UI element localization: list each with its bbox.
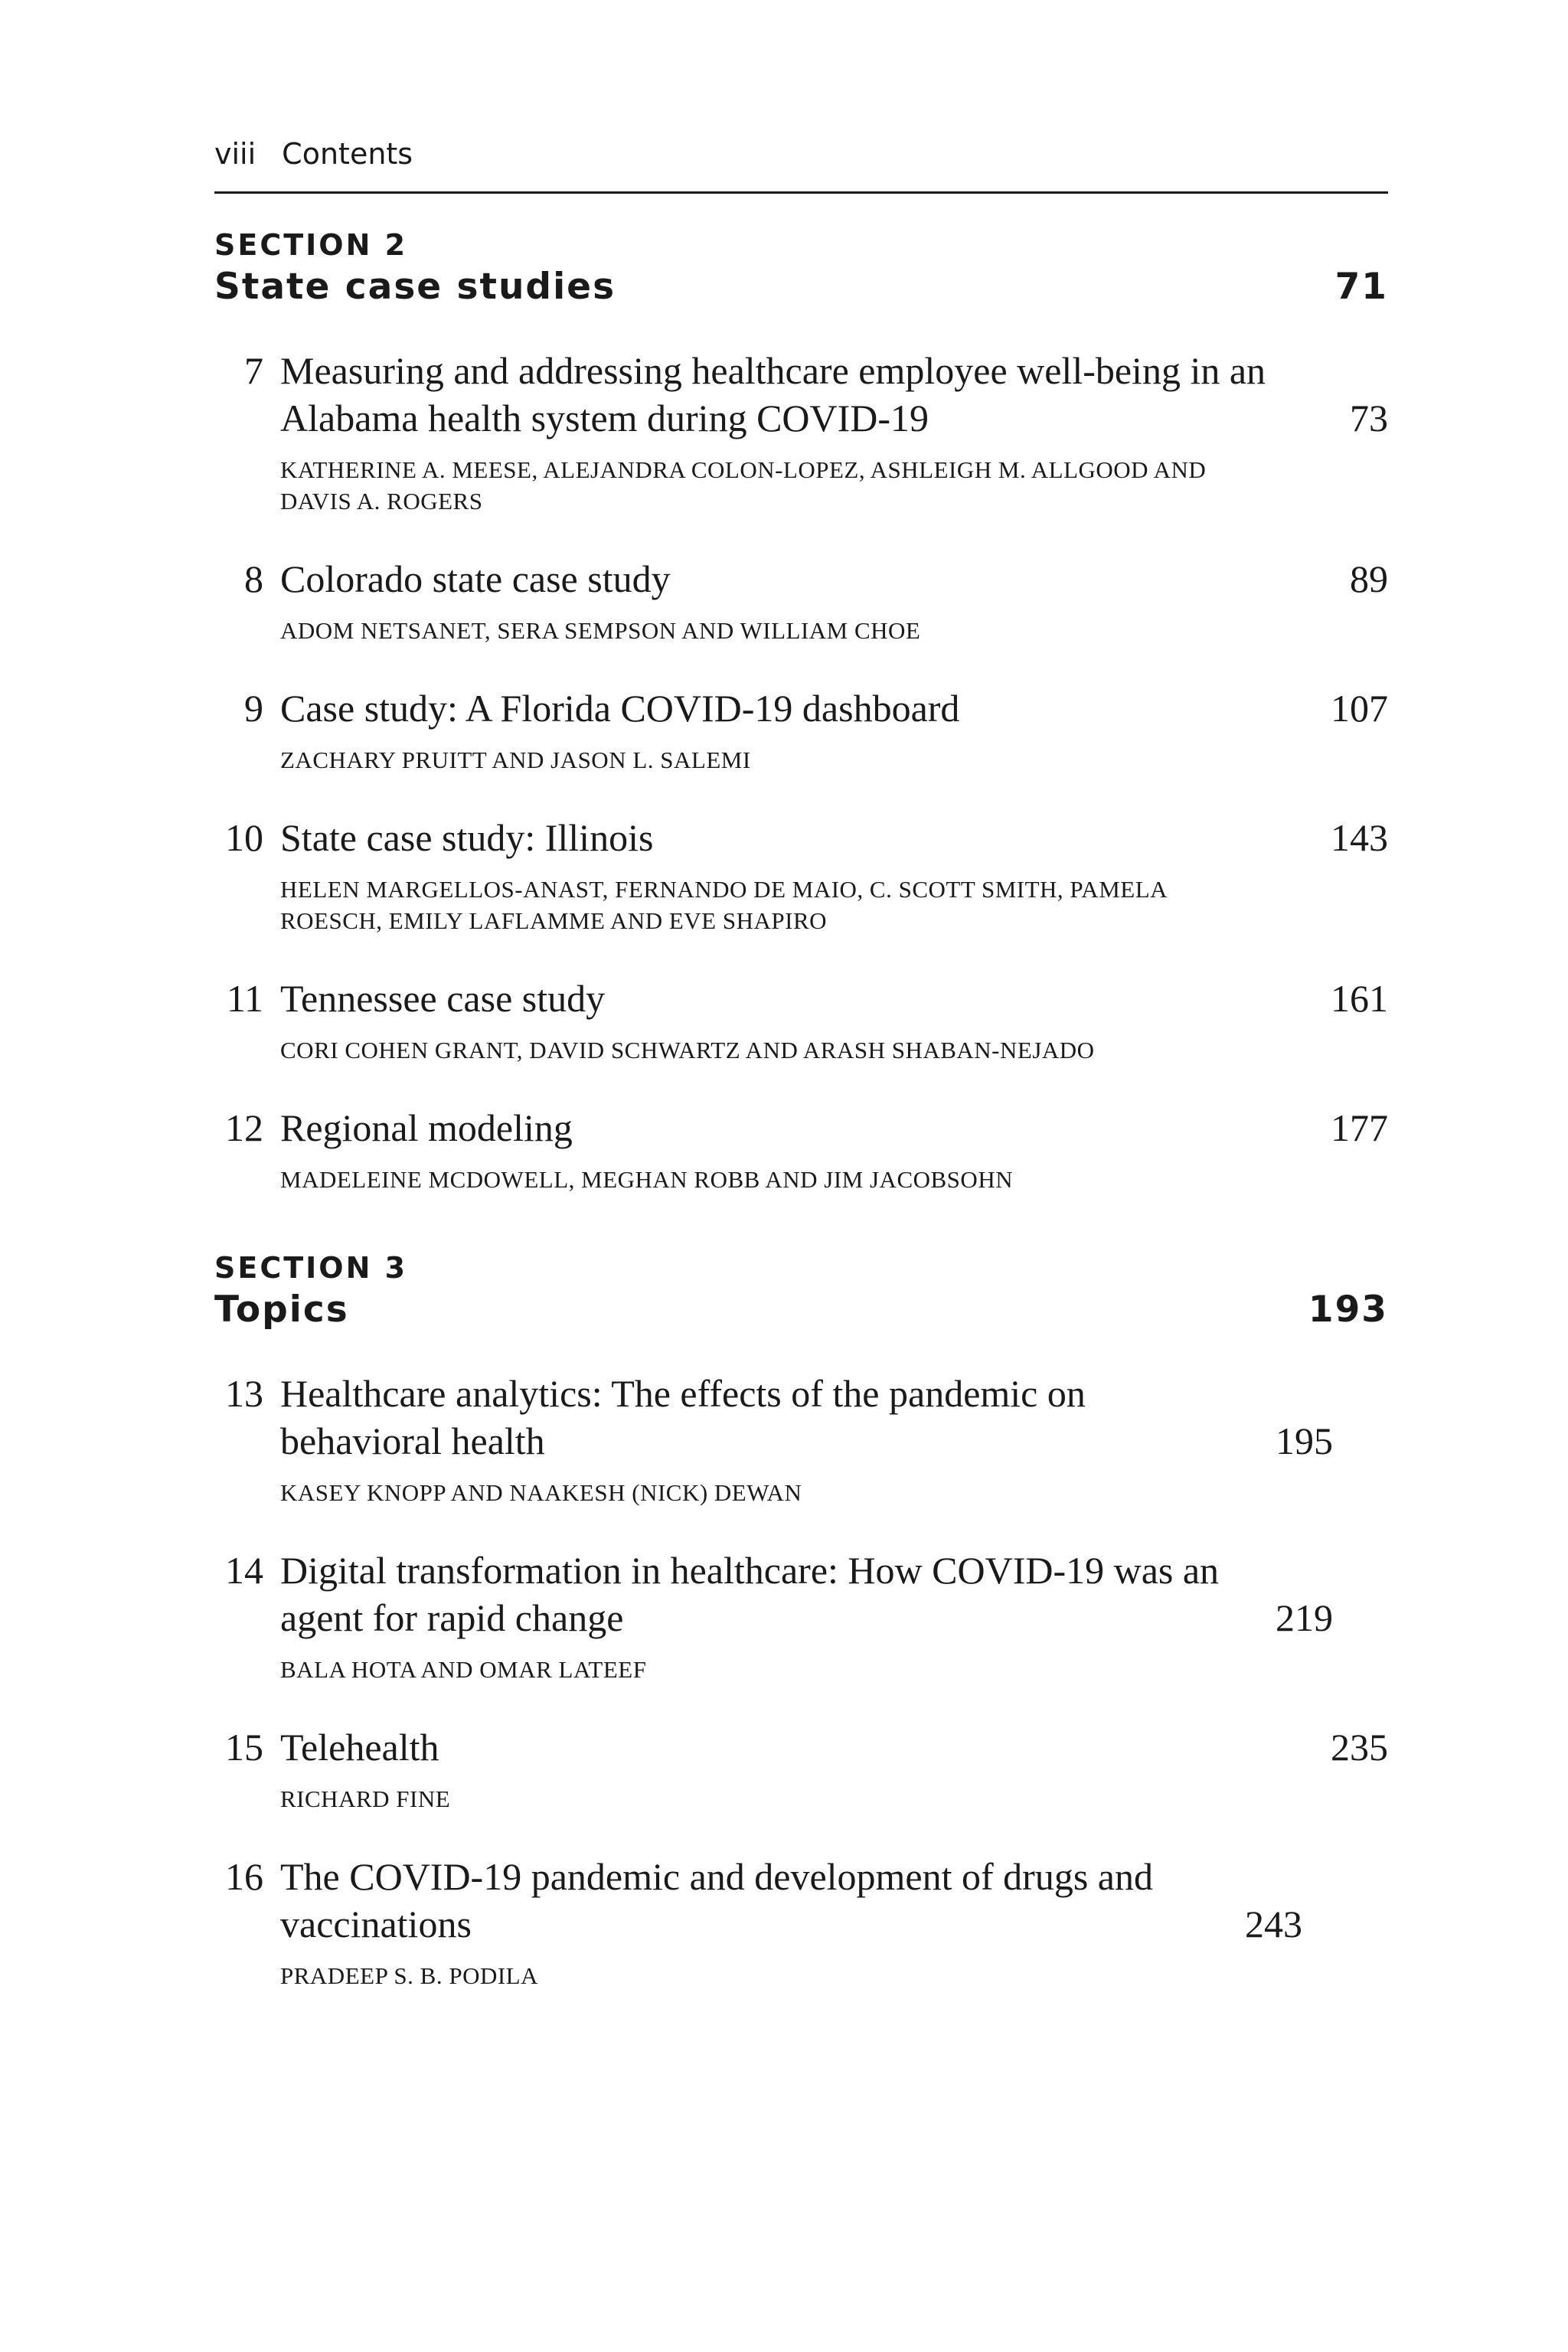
section-3 xyxy=(214,1249,1388,1991)
chapter-number: 13 xyxy=(225,1372,263,1415)
chapter-title: Regional modeling xyxy=(280,1106,573,1149)
running-head xyxy=(214,135,1388,173)
contents-page xyxy=(214,135,1388,1991)
chapter-page-number: 219 xyxy=(1276,1596,1333,1639)
chapter-number: 14 xyxy=(225,1549,263,1592)
chapter-page-number: 243 xyxy=(1245,1903,1302,1945)
chapter-page-number: 143 xyxy=(1331,816,1388,859)
chapter-list xyxy=(214,347,1388,1195)
chapter-number: 12 xyxy=(225,1106,263,1149)
chapter-page-number: 161 xyxy=(1331,977,1388,1020)
chapter-entry[interactable] xyxy=(214,1723,1388,1815)
chapter-title: Tennessee case study xyxy=(280,977,606,1020)
chapter-title: State case study: Illinois xyxy=(280,816,654,859)
section-label: SECTION 3 xyxy=(214,1251,408,1285)
chapter-authors: PRADEEP S. B. PODILA xyxy=(280,1962,538,1989)
chapter-page-number: 107 xyxy=(1331,687,1388,730)
chapter-entry[interactable] xyxy=(214,684,1388,776)
section-2 xyxy=(214,226,1388,1195)
chapter-entry[interactable] xyxy=(214,975,1388,1066)
chapter-authors: ZACHARY PRUITT AND JASON L. SALEMI xyxy=(280,746,751,773)
chapter-number: 15 xyxy=(225,1726,263,1769)
chapter-authors: HELEN MARGELLOS-ANAST, FERNANDO DE MAIO, C. SCOTT SMITH, PAMELA ROESCH, EMILY LAFLAMME AND EVE SHAPIRO xyxy=(280,876,1167,934)
section-heading[interactable] xyxy=(214,264,1388,310)
chapter-entry[interactable] xyxy=(214,1370,1388,1508)
chapter-page-number: 177 xyxy=(1331,1106,1388,1149)
chapter-title: Healthcare analytics: The effects of the pandemic on behavioral health xyxy=(280,1372,1086,1462)
header-page-number: viii xyxy=(214,137,256,171)
chapter-number: 8 xyxy=(244,557,263,600)
chapter-authors: ADOM NETSANET, SERA SEMPSON AND WILLIAM CHOE xyxy=(280,617,921,644)
chapter-number: 11 xyxy=(226,977,263,1020)
chapter-entry[interactable] xyxy=(214,814,1388,936)
chapter-title: Colorado state case study xyxy=(280,557,671,600)
chapter-entry[interactable] xyxy=(214,555,1388,646)
chapter-title: Digital transformation in healthcare: How COVID-19 was an agent for rapid change xyxy=(280,1549,1220,1639)
chapter-entry[interactable] xyxy=(214,1853,1388,1991)
header-running-title: Contents xyxy=(282,137,413,171)
chapter-page-number: 235 xyxy=(1331,1726,1388,1769)
chapter-entry[interactable] xyxy=(214,1104,1388,1195)
chapter-title: The COVID-19 pandemic and development of drugs and vaccinations xyxy=(280,1855,1153,1945)
chapter-number: 10 xyxy=(225,816,263,859)
chapter-list xyxy=(214,1370,1388,1991)
chapter-number: 7 xyxy=(244,349,263,392)
chapter-number: 16 xyxy=(225,1855,263,1898)
chapter-authors: CORI COHEN GRANT, DAVID SCHWARTZ AND ARASH SHABAN-NEJADO xyxy=(280,1037,1095,1063)
header-rule xyxy=(214,191,1388,194)
section-label: SECTION 2 xyxy=(214,228,408,262)
chapter-entry[interactable] xyxy=(214,1547,1388,1685)
chapter-authors: KASEY KNOPP AND NAAKESH (NICK) DEWAN xyxy=(280,1479,802,1506)
chapter-authors: RICHARD FINE xyxy=(280,1785,451,1812)
chapter-page-number: 195 xyxy=(1276,1419,1333,1462)
section-heading[interactable] xyxy=(214,1287,1388,1333)
section-page-number: 71 xyxy=(1334,266,1388,308)
chapter-authors: BALA HOTA AND OMAR LATEEF xyxy=(280,1656,647,1683)
chapter-title: Telehealth xyxy=(280,1726,439,1769)
section-title: State case studies xyxy=(214,266,616,308)
chapter-authors: KATHERINE A. MEESE, ALEJANDRA COLON-LOPEZ, ASHLEIGH M. ALLGOOD AND DAVIS A. ROGERS xyxy=(280,456,1207,514)
section-page-number: 193 xyxy=(1308,1289,1388,1331)
chapter-title: Measuring and addressing healthcare employee well-being in an Alabama health system during COVID-19 xyxy=(280,349,1266,439)
chapter-number: 9 xyxy=(244,687,263,730)
chapter-title: Case study: A Florida COVID-19 dashboard xyxy=(280,687,960,730)
chapter-authors: MADELEINE MCDOWELL, MEGHAN ROBB AND JIM JACOBSOHN xyxy=(280,1166,1014,1193)
section-title: Topics xyxy=(214,1289,349,1331)
chapter-entry[interactable] xyxy=(214,347,1388,517)
chapter-page-number: 73 xyxy=(1350,397,1388,439)
chapter-page-number: 89 xyxy=(1350,557,1388,600)
